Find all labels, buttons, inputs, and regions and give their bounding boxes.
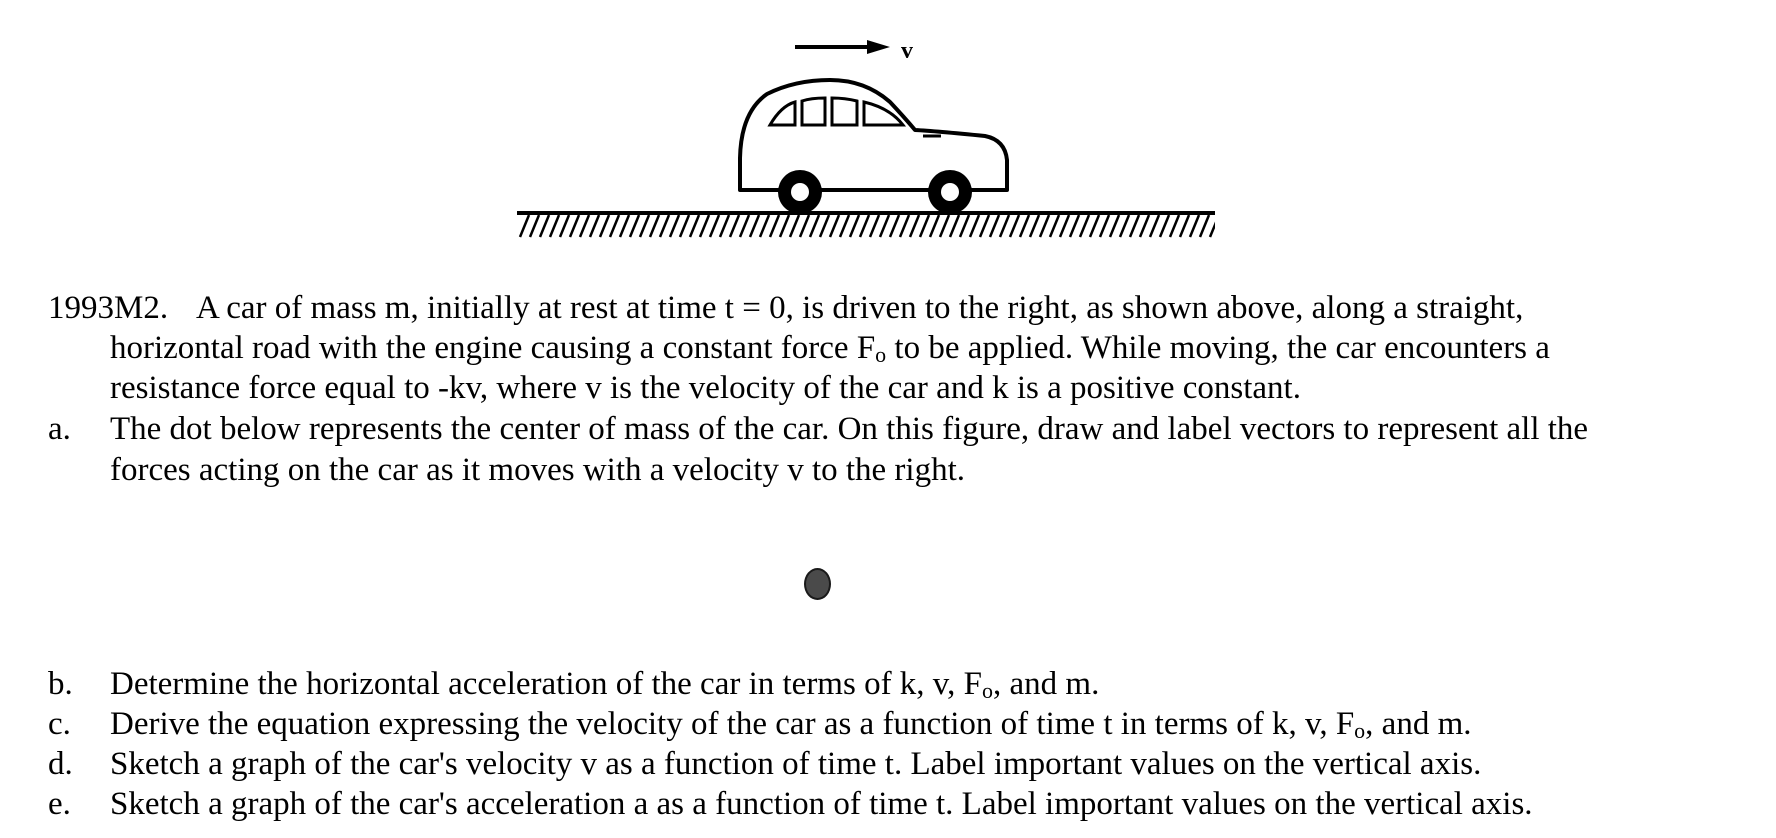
ground-hatch-mark bbox=[670, 215, 679, 237]
ground bbox=[517, 213, 1215, 237]
front-wheel bbox=[928, 170, 972, 214]
ground-hatch-mark bbox=[570, 215, 579, 237]
ground-hatch-mark bbox=[620, 215, 629, 237]
ground-hatch-mark bbox=[1110, 215, 1119, 237]
ground-hatch-mark bbox=[550, 215, 559, 237]
ground-hatch-mark bbox=[960, 215, 969, 237]
ground-hatch-mark bbox=[1160, 215, 1169, 237]
part-e-text: Sketch a graph of the car's acceleration a as a function of time t. Label important values on the vertical axis. bbox=[110, 786, 1533, 822]
ground-hatch-mark bbox=[700, 215, 709, 237]
ground-hatch-mark bbox=[900, 215, 909, 237]
center-of-mass-dot bbox=[804, 568, 831, 600]
ground-hatch-mark bbox=[880, 215, 889, 237]
part-b-text: Determine the horizontal acceleration of the car in terms of k, v, $F_o$, and m. bbox=[110, 666, 1100, 703]
ground-hatch-mark bbox=[1080, 215, 1089, 237]
ground-hatch-mark bbox=[560, 215, 569, 237]
ground-hatch-mark bbox=[530, 215, 539, 237]
part-e-label: e. bbox=[48, 786, 71, 822]
ground-hatch-mark bbox=[740, 215, 749, 237]
ground-hatch-mark bbox=[630, 215, 639, 237]
ground-hatch-mark bbox=[610, 215, 619, 237]
part-a-label: a. bbox=[48, 411, 71, 447]
ground-hatch-mark bbox=[1100, 215, 1109, 237]
ground-hatch-mark bbox=[1150, 215, 1159, 237]
ground-hatch-mark bbox=[590, 215, 599, 237]
ground-hatch-mark bbox=[980, 215, 989, 237]
ground-hatch-mark bbox=[990, 215, 999, 237]
ground-hatch-mark bbox=[940, 215, 949, 237]
ground-hatch-mark bbox=[760, 215, 769, 237]
rear-wheel bbox=[778, 170, 822, 214]
ground-hatch-mark bbox=[1000, 215, 1009, 237]
ground-hatch-mark bbox=[1130, 215, 1139, 237]
part-a-line2: forces acting on the car as it moves with a velocity v to the right. bbox=[110, 452, 966, 488]
ground-hatch-mark bbox=[650, 215, 659, 237]
ground-hatch-mark bbox=[580, 215, 589, 237]
part-c-text: Derive the equation expressing the velocity of the car as a function of time t in terms of k, v, $F_o$, and m. bbox=[110, 706, 1472, 743]
ground-hatch-mark bbox=[540, 215, 549, 237]
ground-hatch-mark bbox=[1180, 215, 1189, 237]
ground-hatch-mark bbox=[690, 215, 699, 237]
problem-intro-line2: horizontal road with the engine causing a constant force $F_o$ to be applied. While moving, the car encounters a bbox=[110, 330, 1550, 367]
ground-hatch-mark bbox=[730, 215, 739, 237]
ground-hatch-mark bbox=[800, 215, 809, 237]
part-d-label: d. bbox=[48, 746, 73, 782]
ground-hatch-mark bbox=[1140, 215, 1149, 237]
part-d-text: Sketch a graph of the car's velocity v as a function of time t. Label important values on the vertical axis. bbox=[110, 746, 1482, 782]
ground-hatch-mark bbox=[720, 215, 729, 237]
ground-hatch-mark bbox=[820, 215, 829, 237]
ground-hatch-mark bbox=[750, 215, 759, 237]
ground-hatch-mark bbox=[1010, 215, 1019, 237]
ground-hatch-mark bbox=[890, 215, 899, 237]
ground-hatch-mark bbox=[930, 215, 939, 237]
ground-hatch-mark bbox=[1200, 215, 1209, 237]
ground-hatch-mark bbox=[1030, 215, 1039, 237]
car bbox=[740, 80, 1007, 214]
ground-hatch-mark bbox=[1120, 215, 1129, 237]
ground-hatch-mark bbox=[1020, 215, 1029, 237]
ground-hatch-mark bbox=[520, 215, 529, 237]
ground-hatch-mark bbox=[860, 215, 869, 237]
ground-hatch-mark bbox=[1190, 215, 1199, 237]
problem-intro-line1: A car of mass m, initially at rest at time t = 0, is driven to the right, as shown above, along a straight, bbox=[196, 290, 1524, 326]
ground-hatch-mark bbox=[1090, 215, 1099, 237]
part-b-label: b. bbox=[48, 666, 73, 702]
ground-hatch-mark bbox=[840, 215, 849, 237]
ground-hatch-mark bbox=[910, 215, 919, 237]
ground-hatch-mark bbox=[640, 215, 649, 237]
car-figure bbox=[505, 30, 1215, 245]
ground-hatch-mark bbox=[920, 215, 929, 237]
part-a-line1: The dot below represents the center of mass of the car. On this figure, draw and label vectors to represent all the bbox=[110, 411, 1589, 447]
ground-hatch-mark bbox=[770, 215, 779, 237]
ground-hatch-mark bbox=[680, 215, 689, 237]
part-c-label: c. bbox=[48, 706, 71, 742]
velocity-arrow bbox=[795, 38, 913, 64]
problem-intro-line3: resistance force equal to -kv, where v is the velocity of the car and k is a positive constant. bbox=[110, 370, 1301, 406]
ground-hatch-mark bbox=[810, 215, 819, 237]
ground-hatch-mark bbox=[950, 215, 959, 237]
ground-hatch-mark bbox=[600, 215, 609, 237]
ground-hatch-mark bbox=[1170, 215, 1179, 237]
ground-hatch-mark bbox=[710, 215, 719, 237]
velocity-label: v bbox=[901, 38, 913, 64]
ground-hatch-mark bbox=[830, 215, 839, 237]
ground-hatch-mark bbox=[790, 215, 799, 237]
ground-hatch-mark bbox=[850, 215, 859, 237]
ground-hatch-mark bbox=[970, 215, 979, 237]
ground-hatch-mark bbox=[870, 215, 879, 237]
ground-hatch-mark bbox=[1050, 215, 1059, 237]
ground-hatch-mark bbox=[660, 215, 669, 237]
ground-hatch-mark bbox=[1060, 215, 1069, 237]
ground-hatch-mark bbox=[1070, 215, 1079, 237]
ground-hatch-mark bbox=[1210, 215, 1215, 237]
ground-hatch-mark bbox=[1040, 215, 1049, 237]
problem-number: 1993M2. bbox=[48, 290, 169, 326]
ground-hatch-mark bbox=[780, 215, 789, 237]
